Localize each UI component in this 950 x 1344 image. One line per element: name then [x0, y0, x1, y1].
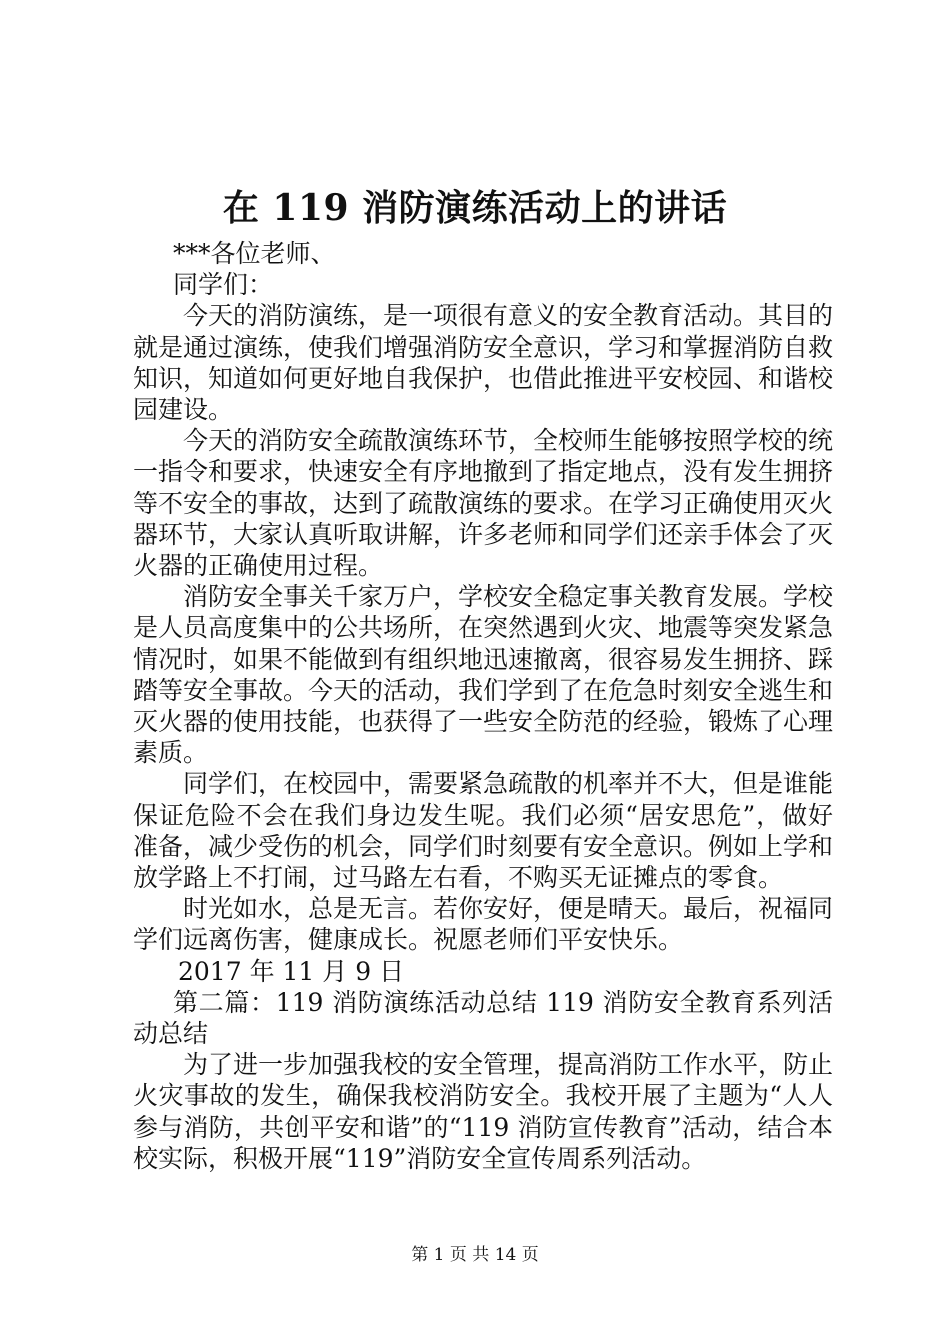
- speech-date: 2017 年 11 月 9 日: [178, 956, 405, 986]
- document-body: [133, 238, 833, 1174]
- body-paragraph: 今天的消防演练，是一项很有意义的安全教育活动。其目的就是通过演练，使我们增强消防安全意识，学习和掌握消防自救知识，知道如何更好地自我保护，也借此推进平安校园、和谐校园建设。: [133, 301, 834, 425]
- body-paragraph: 时光如水，总是无言。若你安好，便是晴天。最后，祝福同学们远离伤害，健康成长。祝愿老师们平安快乐。: [133, 894, 834, 955]
- document-title: 在 119 消防演练活动上的讲话: [222, 187, 728, 229]
- greeting-line: 同学们：: [173, 270, 274, 300]
- body-paragraph: 今天的消防安全疏散演练环节，全校师生能够按照学校的统一指令和要求，快速安全有序地撤到了指定地点，没有发生拥挤等不安全的事故，达到了疏散演练的要求。在学习正确使用灭火器环节，大家认真听取讲解，许多老师和同学们还亲手体会了灭火器的正确使用过程。: [133, 426, 834, 581]
- body-paragraph: 消防安全事关千家万户，学校安全稳定事关教育发展。学校是人员高度集中的公共场所，在突然遇到火灾、地震等突发紧急情况时，如果不能做到有组织地迅速撤离，很容易发生拥挤、踩踏等安全事故。今天的活动，我们学到了在危急时刻安全逃生和灭火器的使用技能，也获得了一些安全防范的经验，锻炼了心理素质。: [133, 582, 834, 768]
- section-heading: 第二篇：119 消防演练活动总结 119 消防安全教育系列活动总结: [133, 987, 833, 1049]
- body-paragraph: 为了进一步加强我校的安全管理，提高消防工作水平，防止火灾事故的发生，确保我校消防安全。我校开展了主题为“人人参与消防，共创平安和谐”的“119 消防宣传教育”活动，结合本校实际，积极开展“119”消防安全宣传周系列活动。: [133, 1050, 834, 1173]
- greeting-line: ***各位老师、: [173, 239, 336, 268]
- page-number-footer: 第 1 页 共 14 页: [411, 1245, 539, 1265]
- body-paragraph: 同学们，在校园中，需要紧急疏散的机率并不大，但是谁能保证危险不会在我们身边发生呢。我们必须“居安思危”，做好准备，减少受伤的机会，同学们时刻要有安全意识。例如上学和放学路上不打闹，过马路左右看，不购买无证摊点的零食。: [133, 769, 834, 893]
